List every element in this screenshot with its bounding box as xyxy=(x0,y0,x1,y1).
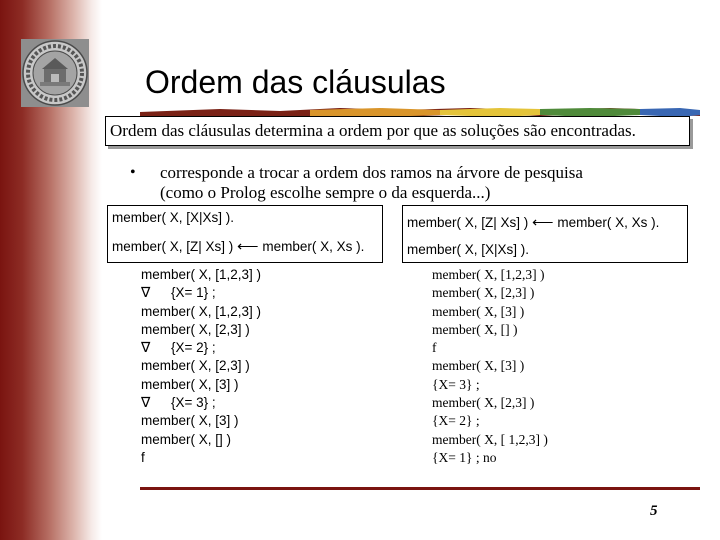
statement-box: Ordem das cláusulas determina a ordem por que as soluções são encontradas. xyxy=(105,116,690,146)
trace-line: ∇ {X= 2} ; xyxy=(141,340,216,357)
footer-divider xyxy=(140,487,700,490)
nabla-icon: ∇ xyxy=(141,395,151,412)
trace-line: member( X, [1,2,3] ) xyxy=(141,267,262,282)
slide-title: Ordem das cláusulas xyxy=(145,64,446,100)
bullet-marker: • xyxy=(130,164,136,181)
trace-line: {X= 2} ; xyxy=(432,413,480,429)
trace-line: f xyxy=(432,340,437,356)
right-clauses-box xyxy=(402,205,688,263)
trace-line: member( X, [3] ) xyxy=(432,303,525,319)
bullet-text-line-2: (como o Prolog escolhe sempre o da esquerda...) xyxy=(160,183,491,202)
trace-line: member( X, [2,3] ) xyxy=(141,321,250,337)
trace-line: member( X, [3] ) xyxy=(141,376,239,392)
right-rule-clause xyxy=(407,213,659,233)
left-execution-trace xyxy=(141,266,261,467)
left-arrow-icon: ⟵ xyxy=(237,238,259,255)
right-fact-clause: member( X, [X|Xs] ). xyxy=(407,242,530,257)
trace-line: member( X, [3] ) xyxy=(141,413,239,429)
left-clauses-box xyxy=(107,205,383,263)
right-execution-trace xyxy=(432,266,548,467)
right-rule-body: member( X, Xs ). xyxy=(557,215,660,230)
trace-line: member( X, [ 1,2,3] ) xyxy=(432,431,548,447)
right-arrow-icon: ⟵ xyxy=(532,214,554,231)
left-fact-clause: member( X, [X|Xs] ). xyxy=(112,210,235,225)
trace-line: member( X, [1,2,3] ) xyxy=(432,267,545,282)
nabla-icon: ∇ xyxy=(141,285,151,302)
right-rule-head: member( X, [Z| Xs] ) xyxy=(407,215,529,230)
trace-line: {X= 3} ; xyxy=(432,376,480,392)
trace-line: member( X, [2,3] ) xyxy=(432,285,535,301)
trace-line: member( X, [] ) xyxy=(432,321,518,337)
trace-line: member( X, [2,3] ) xyxy=(141,358,250,374)
left-rule-head: member( X, [Z| Xs] ) xyxy=(112,239,234,254)
university-seal-icon xyxy=(20,38,90,108)
left-rule-clause xyxy=(112,237,364,257)
nabla-icon: ∇ xyxy=(141,340,151,357)
trace-line: member( X, [2,3] ) xyxy=(432,395,535,411)
trace-line: f xyxy=(141,449,145,465)
left-rule-body: member( X, Xs ). xyxy=(262,239,365,254)
trace-line: member( X, [1,2,3] ) xyxy=(141,303,262,319)
bullet-text-line-1: corresponde a trocar a ordem dos ramos na árvore de pesquisa xyxy=(160,163,583,182)
trace-line: ∇ {X= 1} ; xyxy=(141,285,216,302)
trace-line: member( X, [3] ) xyxy=(432,358,525,374)
sidebar-gradient xyxy=(0,0,102,540)
page-number: 5 xyxy=(650,503,658,519)
trace-line: ∇ {X= 3} ; xyxy=(141,395,216,412)
trace-line: {X= 1} ; no xyxy=(432,449,497,465)
trace-line: member( X, [] ) xyxy=(141,431,232,447)
